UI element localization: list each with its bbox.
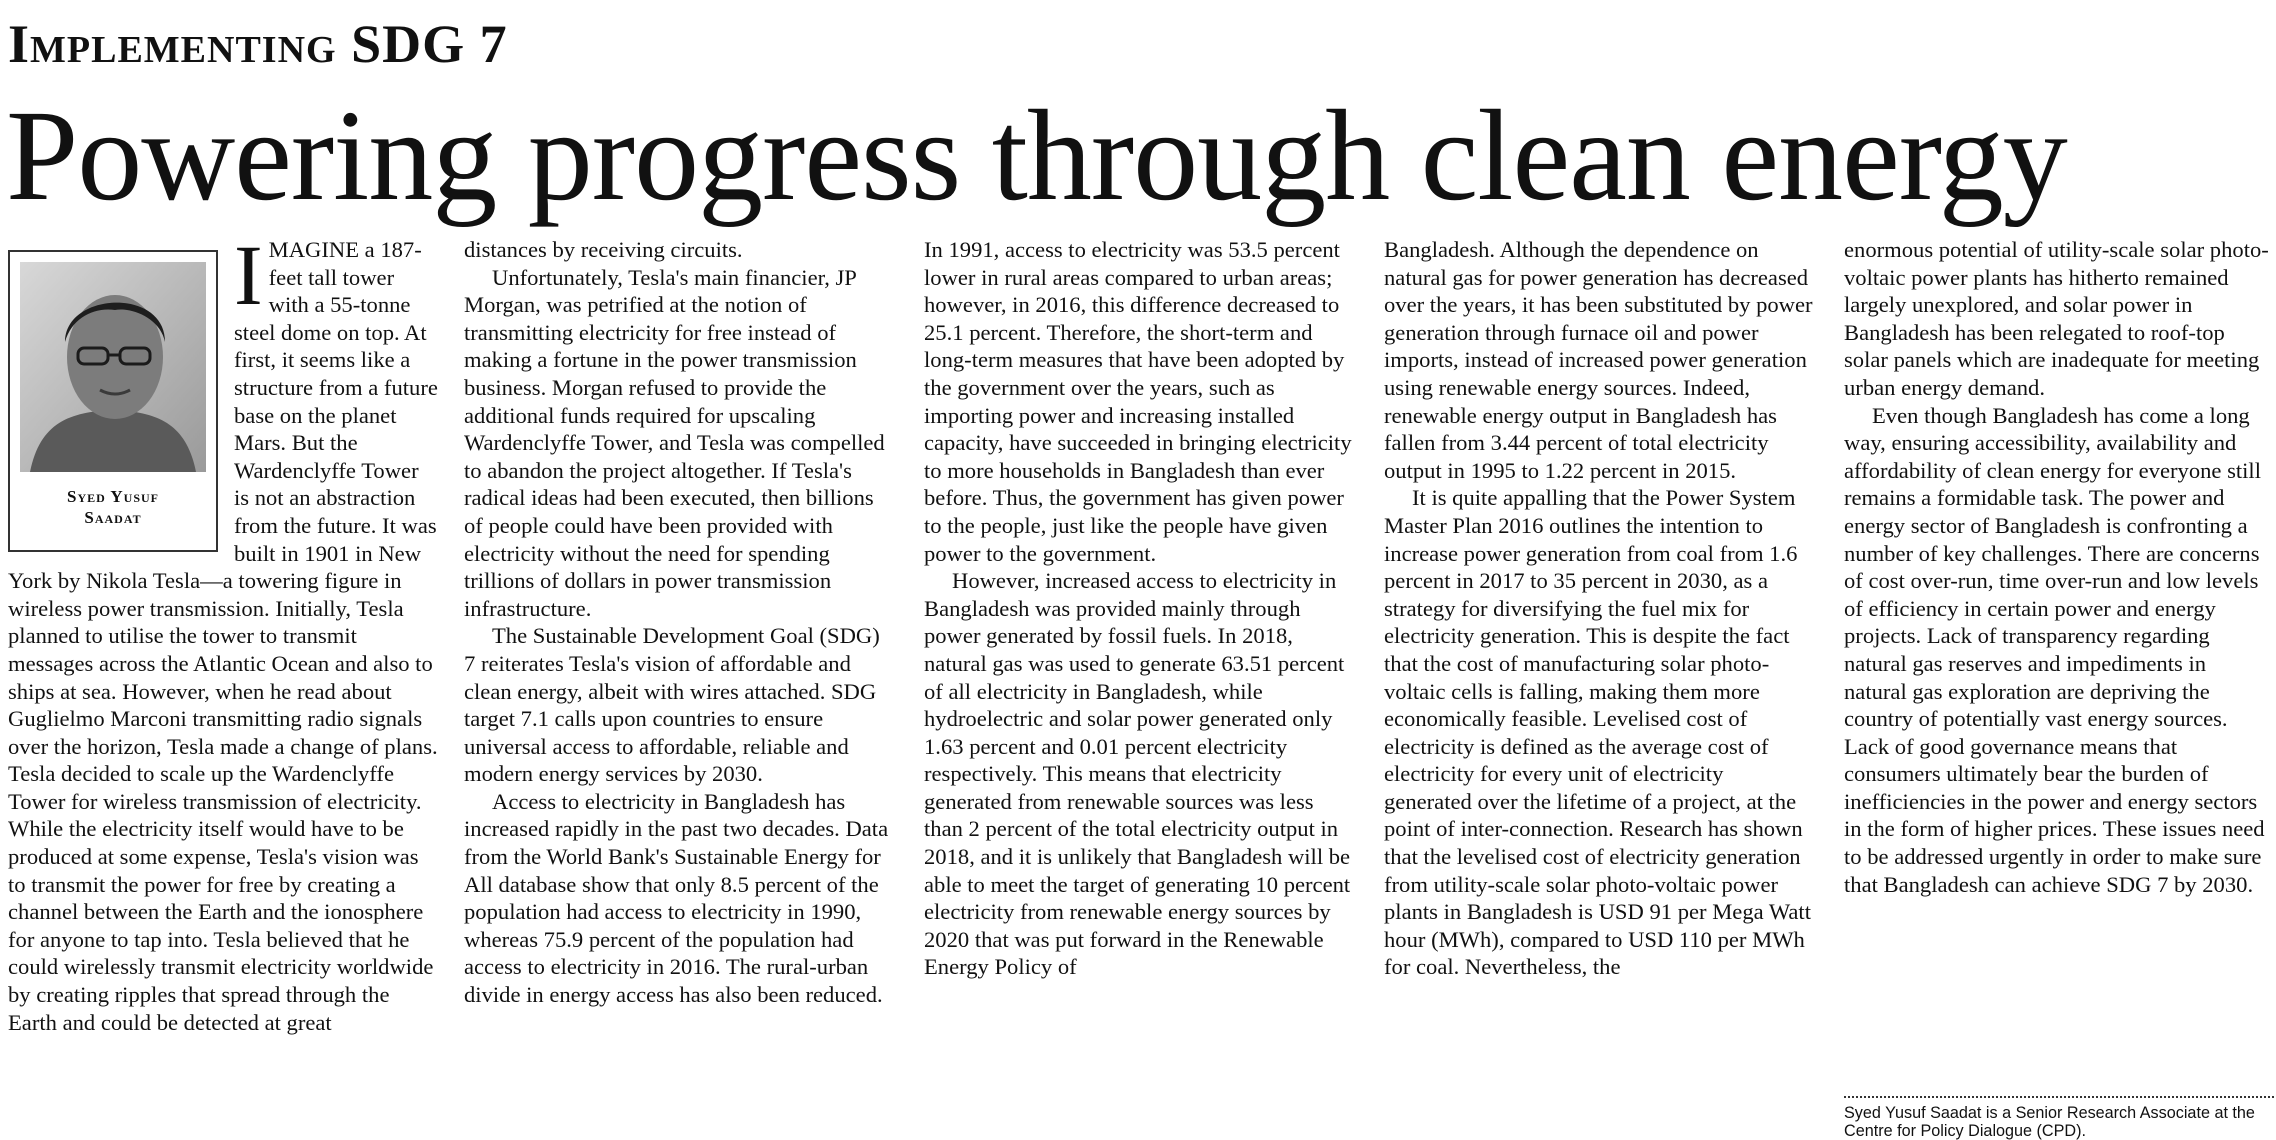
paragraph: Unfortunately, Tesla's main financier, JP Morgan, was petrified at the notion of transmitting electricity for free instead of making a fortune in the power transmission business. Morgan refused to provide the additional funds required for upscaling Wardenclyffe Tower, and Tesla was compelled to abandon the project altogether. If Tesla's radical ideas had been executed, then billions of people could have been provided with electricity without the need for spending trillions of dollars in power transmission infrastructure. (464, 264, 885, 621)
article-column-2 (464, 236, 894, 1132)
paragraph: distances by receiving circuits. (464, 237, 743, 262)
author-name-line1: Syed Yusuf (66, 487, 160, 506)
paragraph: It is quite appalling that the Power System Master Plan 2016 outlines the intention to increase power generation from coal from 1.6 percent in 2017 to 35 percent in 2030, as a strategy for diversifying the fuel mix for electricity generation. This is despite the fact that the cost of manufacturing solar photo-voltaic cells is falling, making them more economically feasible. Levelised cost of electricity is defined as the average cost of electricity for every unit of electricity generated over the lifetime of a project, at the point of inter-connection. Research has shown that the levelised cost of electricity generation from utility-scale solar photo-voltaic power plants in Bangladesh is USD 91 per Mega Watt hour (MWh), compared to USD 110 per MWh for coal. Nevertheless, the (1384, 485, 1811, 980)
author-bio: Syed Yusuf Saadat is a Senior Research Associate at the Centre for Policy Dialogue (CPD). (1844, 1104, 2255, 1140)
paragraph: Bangladesh. Although the dependence on natural gas for power generation has decreased over the years, it has been substituted by power generation through furnace oil and power imports, instead of increased power generation using renewable energy sources. Indeed, renewable energy output in Bangladesh has fallen from 3.44 percent of total electricity output in 1995 to 1.22 percent in 2015. (1384, 237, 1813, 483)
drop-cap: I (234, 236, 263, 323)
headline: Powering progress through clean energy (6, 84, 2067, 228)
paragraph: In 1991, access to electricity was 53.5 percent lower in rural areas compared to urban areas; however, in 2016, this difference decreased to 25.1 percent. Therefore, the short-term and long-term measures that have been adopted by the government over the years, such as importing power and increasing installed capacity, have succeeded in bringing electricity to more households in Bangladesh than ever before. Thus, the government has given power to the people, just like the people have given power to the government. (924, 237, 1352, 566)
paragraph: Even though Bangladesh has come a long way, ensuring accessibility, availability and affordability of clean energy for everyone still remains a formidable task. The power and energy sector of Bangladesh is confronting a number of key challenges. There are concerns of cost over-run, time over-run and low levels of efficiency in certain power and energy projects. Lack of transparency regarding natural gas reserves and impediments in natural gas exploration are depriving the country of potentially vast energy sources. Lack of good governance means that consumers ultimately bear the burden of inefficiencies in the power and energy sectors in the form of higher prices. These issues need to be addressed urgently in order to make sure that Bangladesh can achieve SDG 7 by 2030. (1844, 402, 2265, 897)
paragraph: The Sustainable Development Goal (SDG) 7 reiterates Tesla's vision of affordable and clean energy, albeit with wires attached. SDG target 7.1 calls upon countries to ensure universal access to affordable, reliable and modern energy services by 2030. (464, 623, 880, 787)
paragraph: enormous potential of utility-scale solar photo-voltaic power plants has hitherto remained largely unexplored, and solar power in Bangladesh has been relegated to roof-top solar panels which are inadequate for meeting urban energy demand. (1844, 237, 2269, 400)
article-column-3 (924, 236, 1354, 1132)
kicker: Implementing SDG 7 (8, 14, 508, 74)
paragraph: However, increased access to electricity in Bangladesh was provided mainly through power generated by fossil fuels. In 2018, natural gas was used to generate 63.51 percent of all electricity in Bangladesh, while hydroelectric and solar power generated only 1.63 percent and 0.01 percent electricity respectively. This means that electricity generated from renewable sources was less than 2 percent of the total electricity output in 2018, and it is unlikely that Bangladesh will be able to meet the target of generating 10 percent electricity from renewable energy sources by 2020 that was put forward in the Renewable Energy Policy of (924, 568, 1351, 980)
article-column-1 (8, 236, 438, 1132)
author-name-line2: Saadat (84, 508, 142, 527)
article-column-4 (1384, 236, 1814, 1132)
article-column-5 (1844, 236, 2274, 1086)
author-box (8, 250, 218, 552)
paragraph: Access to electricity in Bangladesh has increased rapidly in the past two decades. Data from the World Bank's Sustainable Energy for All database show that only 8.5 percent of the population had access to electricity in 1990, whereas 75.9 percent of the population had access to electricity in 2016. The rural-urban divide in energy access has also been reduced. (464, 788, 889, 1008)
paragraph: MAGINE a 187-feet tall tower with a 55-tonne steel dome on top. At first, it seems like a structure from a future base on the planet Mars. But the Wardenclyffe Tower is not an abstraction from the future. It was built in 1901 in New York by Nikola Tesla—a towering figure in wireless power transmission. Initially, Tesla planned to utilise the tower to transmit messages across the Atlantic Ocean and also to ships at sea. However, when he read about Guglielmo Marconi transmitting radio signals over the horizon, Tesla made a change of plans. Tesla decided to scale up the Wardenclyffe Tower for wireless transmission of electricity. While the electricity itself would have to be produced at some expense, Tesla's vision was to transmit the power for free by creating a channel between the Earth and the ionosphere for anyone to tap into. Tesla believed that he could wirelessly transmit electricity worldwide by creating ripples that spread through the Earth and could be detected at great (8, 237, 438, 1035)
bio-divider (1844, 1096, 2274, 1098)
author-photo (20, 262, 206, 472)
